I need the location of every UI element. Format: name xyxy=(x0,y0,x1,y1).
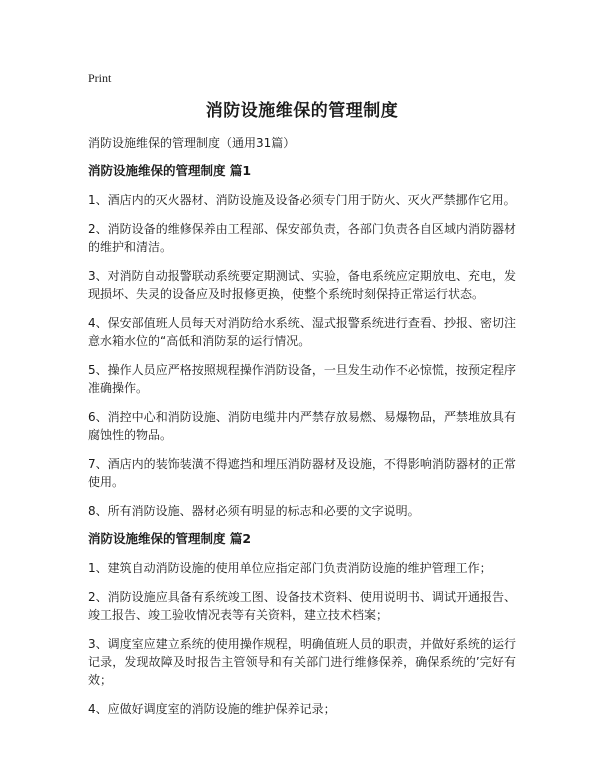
paragraph: 4、应做好调度室的消防设施的维护保养记录； xyxy=(88,702,336,716)
paragraph: 1、酒店内的灭火器材、消防设施及设备必须专门用于防火、灭火严禁挪作它用。 xyxy=(88,193,516,207)
print-link[interactable]: Print xyxy=(88,71,112,85)
paragraph: 1、建筑自动消防设施的使用单位应指定部门负责消防设施的维护管理工作； xyxy=(88,561,492,575)
paragraph: 8、所有消防设施、器材必须有明显的标志和必要的文字说明。 xyxy=(88,504,420,518)
paragraph: 2、消防设施应具备有系统竣工图、设备技术资料、使用说明书、调试开通报告、竣工报告、竣工验收情况表等有关资料，建立技术档案； xyxy=(88,590,516,622)
section-2 xyxy=(88,530,516,718)
page-title: 消防设施维保的管理制度 xyxy=(205,101,399,121)
paragraph: 5、操作人员应严格按照规程操作消防设备，一旦发生动作不必惊慌，按预定程序准确操作。 xyxy=(88,363,516,395)
document-subtitle: 消防设施维保的管理制度（通用31篇） xyxy=(88,136,296,150)
paragraph: 3、对消防自动报警联动系统要定期测试、实验，备电系统应定期放电、充电，发现损坏、失灵的设备应及时报修更换，使整个系统时刻保持正常运行状态。 xyxy=(88,269,516,301)
paragraph: 3、调度室应建立系统的使用操作规程，明确值班人员的职责，并做好系统的运行记录，发现故障及时报告主管领导和有关部门进行维修保养，确保系统的’完好有效； xyxy=(88,637,516,687)
section-heading: 消防设施维保的管理制度 篇1 xyxy=(88,163,252,178)
paragraph: 4、保安部值班人员每天对消防给水系统、湿式报警系统进行查看、抄报、密切注意水箱水位的“高低和消防泵的运行情况。 xyxy=(88,316,516,348)
paragraph: 6、消控中心和消防设施、消防电缆井内严禁存放易燃、易爆物品，严禁堆放具有腐蚀性的物品。 xyxy=(88,410,516,442)
section-1 xyxy=(88,162,516,520)
paragraph: 7、酒店内的装饰装潢不得遮挡和埋压消防器材及设施，不得影响消防器材的正常使用。 xyxy=(88,457,516,489)
document-page xyxy=(88,70,516,718)
section-heading: 消防设施维保的管理制度 篇2 xyxy=(88,531,252,546)
paragraph: 2、消防设备的维修保养由工程部、保安部负责，各部门负责各自区域内消防器材的维护和清洁。 xyxy=(88,222,516,254)
